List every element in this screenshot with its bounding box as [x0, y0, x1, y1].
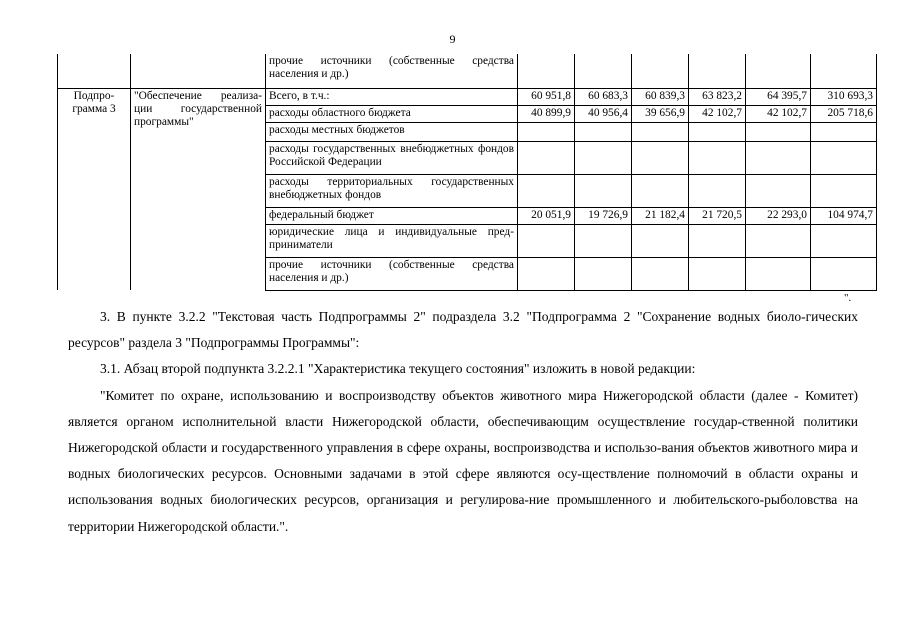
name-cell: [131, 54, 266, 88]
value-cell: [575, 224, 632, 257]
value-cell: [811, 224, 877, 257]
value-cell: 40 899,9: [518, 105, 575, 122]
value-cell: 42 102,7: [689, 105, 746, 122]
value-cell: [811, 122, 877, 141]
value-cell: [689, 122, 746, 141]
table-row: [58, 54, 877, 88]
value-cell: [575, 174, 632, 207]
value-cell: [689, 257, 746, 290]
value-cell: [632, 174, 689, 207]
value-cell: [811, 54, 877, 88]
value-cell: [518, 141, 575, 174]
value-cell: [518, 174, 575, 207]
name-cell: "Обеспечение реализа-ции государственной программы": [131, 88, 266, 290]
closing-quote: ".: [844, 292, 852, 304]
value-cell: [518, 224, 575, 257]
page-number: 9: [449, 32, 456, 46]
source-cell: расходы местных бюджетов: [266, 122, 518, 141]
value-cell: [746, 174, 811, 207]
value-cell: 39 656,9: [632, 105, 689, 122]
value-cell: 22 293,0: [746, 207, 811, 224]
value-cell: [746, 122, 811, 141]
value-cell: 64 395,7: [746, 88, 811, 105]
value-cell: 20 051,9: [518, 207, 575, 224]
value-cell: [518, 122, 575, 141]
body-text: [68, 304, 858, 540]
value-cell: [575, 122, 632, 141]
value-cell: 205 718,6: [811, 105, 877, 122]
program-cell: [58, 54, 131, 88]
value-cell: [632, 54, 689, 88]
value-cell: [689, 141, 746, 174]
table-row: [58, 88, 877, 105]
source-cell: Всего, в т.ч.:: [266, 88, 518, 105]
value-cell: [575, 257, 632, 290]
value-cell: [632, 122, 689, 141]
value-cell: [518, 257, 575, 290]
value-cell: [575, 141, 632, 174]
value-cell: [746, 141, 811, 174]
paragraph-1: 3. В пункте 3.2.2 "Текстовая часть Подпрограммы 2" подраздела 3.2 "Подпрограмма 2 "Сохранение водных биоло-гических ресурсов" раздела 3 "Подпрограммы Программы":: [68, 309, 858, 351]
value-cell: 60 951,8: [518, 88, 575, 105]
value-cell: [518, 54, 575, 88]
value-cell: [575, 54, 632, 88]
value-cell: [746, 54, 811, 88]
value-cell: 19 726,9: [575, 207, 632, 224]
value-cell: [632, 224, 689, 257]
value-cell: [811, 141, 877, 174]
program-cell: Подпро-грамма 3: [58, 88, 131, 290]
paragraph-2: 3.1. Абзац второй подпункта 3.2.2.1 "Характеристика текущего состояния" изложить в новой редакции:: [100, 361, 696, 377]
value-cell: 21 720,5: [689, 207, 746, 224]
source-cell: расходы государственных внебюджетных фондов Российской Федерации: [266, 141, 518, 174]
paragraph-3: "Комитет по охране, использованию и воспроизводству объектов животного мира Нижегородской области (далее - Комитет) является органом исполнительной власти Нижегородской области, обеспечивающим осуществление государ-ственной политики Нижегородской области и государственного управления в сфере охраны, воспроизводства и использо-вания объектов животного мира и водных биологических ресурсов. Основными задачами в этой сфере являются осу-ществление полномочий в области охраны и использования водных биологических ресурсов, организация и регулирова-ние промышленного и любительского-рыболовства на территории Нижегородской области.".: [68, 387, 858, 534]
value-cell: [689, 54, 746, 88]
source-cell: расходы областного бюджета: [266, 105, 518, 122]
budget-table: [57, 54, 877, 291]
value-cell: [689, 224, 746, 257]
value-cell: [811, 257, 877, 290]
value-cell: [632, 257, 689, 290]
value-cell: 60 683,3: [575, 88, 632, 105]
source-cell: расходы территориальных государственных внебюджетных фондов: [266, 174, 518, 207]
source-cell: прочие источники (собственные средства населения и др.): [266, 257, 518, 290]
value-cell: [689, 174, 746, 207]
value-cell: 42 102,7: [746, 105, 811, 122]
value-cell: 21 182,4: [632, 207, 689, 224]
source-cell: юридические лица и индивидуальные пред-приниматели: [266, 224, 518, 257]
value-cell: 60 839,3: [632, 88, 689, 105]
value-cell: [811, 174, 877, 207]
value-cell: 63 823,2: [689, 88, 746, 105]
value-cell: [632, 141, 689, 174]
source-cell: федеральный бюджет: [266, 207, 518, 224]
value-cell: 310 693,3: [811, 88, 877, 105]
source-cell: прочие источники (собственные средства населения и др.): [266, 54, 518, 88]
value-cell: 104 974,7: [811, 207, 877, 224]
value-cell: 40 956,4: [575, 105, 632, 122]
value-cell: [746, 224, 811, 257]
value-cell: [746, 257, 811, 290]
